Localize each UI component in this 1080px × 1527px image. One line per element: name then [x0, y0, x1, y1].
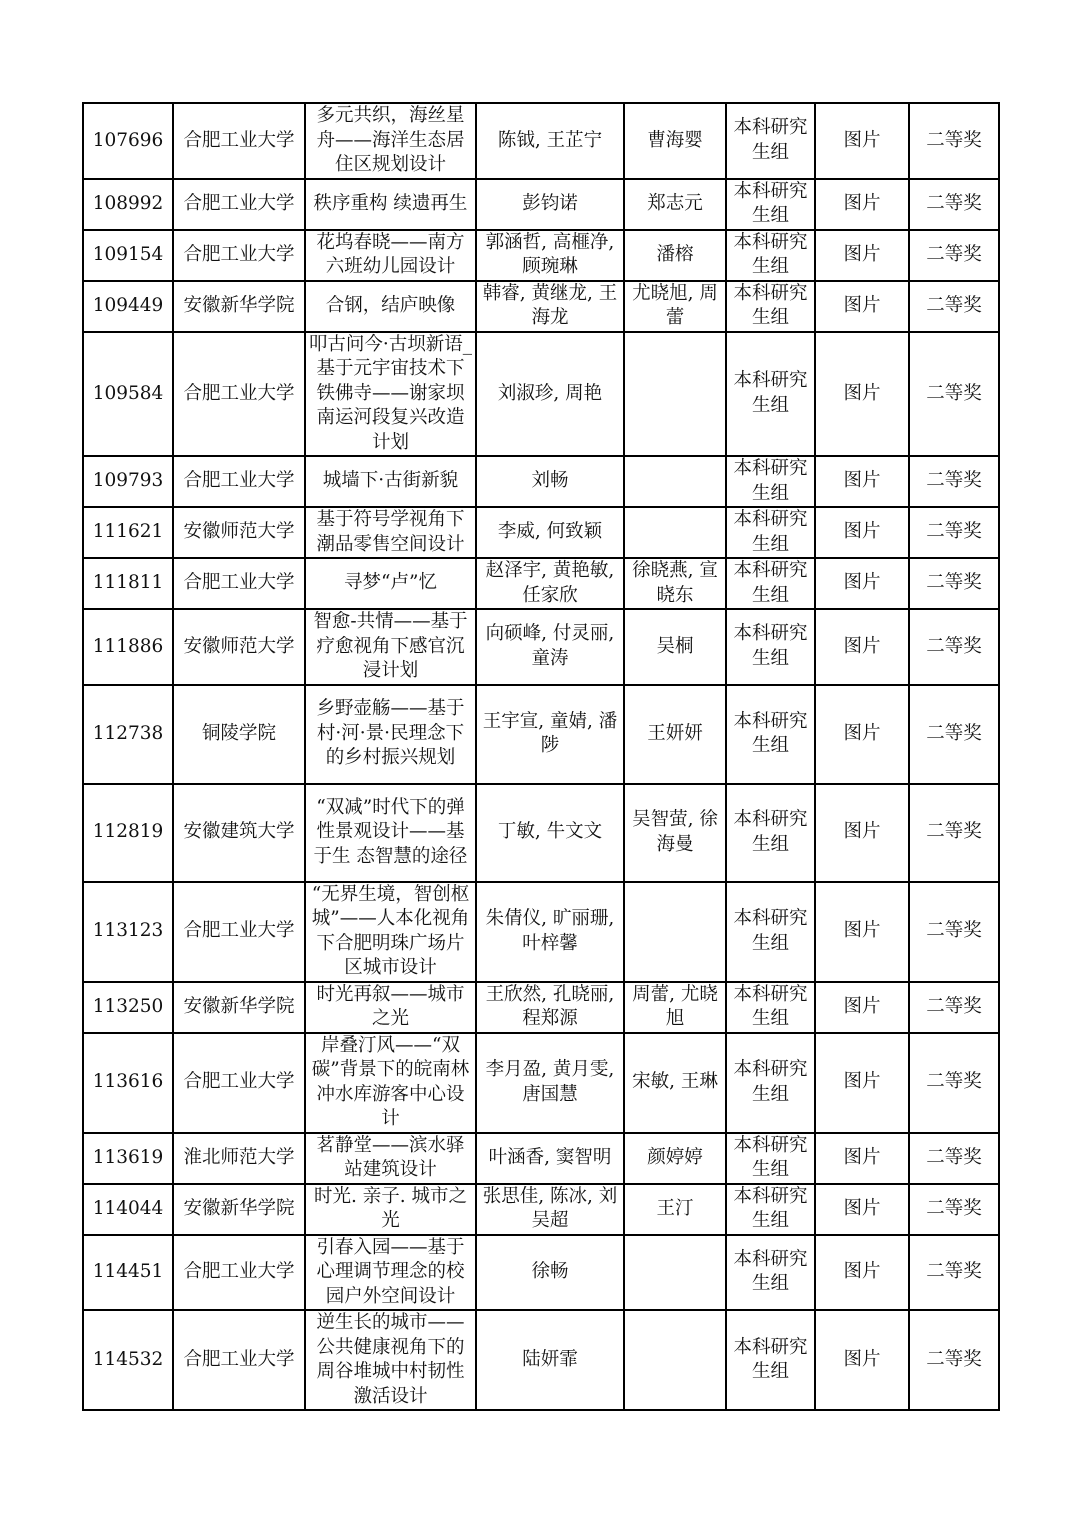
record-id: 111886 — [83, 609, 173, 685]
school-name: 安徽新华学院 — [173, 982, 305, 1033]
competition-group: 本科研究生组 — [726, 507, 815, 558]
award-level: 二等奖 — [909, 230, 999, 281]
table-row — [83, 507, 999, 558]
school-name: 合肥工业大学 — [173, 558, 305, 609]
competition-group: 本科研究生组 — [726, 685, 815, 784]
record-id: 113616 — [83, 1033, 173, 1133]
award-level: 二等奖 — [909, 558, 999, 609]
work-title: 花坞春晓——南方六班幼儿园设计 — [305, 230, 476, 281]
author-names: 赵泽宇, 黄艳敏, 任家欣 — [476, 558, 624, 609]
work-title: 寻梦“卢”忆 — [305, 558, 476, 609]
competition-group: 本科研究生组 — [726, 179, 815, 230]
table-row — [83, 685, 999, 784]
table-row — [83, 1133, 999, 1184]
award-level: 二等奖 — [909, 332, 999, 457]
table-row — [83, 558, 999, 609]
award-level: 二等奖 — [909, 685, 999, 784]
advisor-names: 王妍妍 — [624, 685, 726, 784]
record-id: 114451 — [83, 1235, 173, 1311]
table-row — [83, 1235, 999, 1311]
work-title: 引春入园——基于心理调节理念的校园户外空间设计 — [305, 1235, 476, 1311]
competition-group: 本科研究生组 — [726, 281, 815, 332]
advisor-names — [624, 882, 726, 982]
table-row — [83, 179, 999, 230]
record-id: 111621 — [83, 507, 173, 558]
record-id: 114532 — [83, 1310, 173, 1410]
work-title: 合钢，结庐映像 — [305, 281, 476, 332]
advisor-names: 王汀 — [624, 1184, 726, 1235]
work-type: 图片 — [815, 332, 909, 457]
competition-group: 本科研究生组 — [726, 1310, 815, 1410]
record-id: 109584 — [83, 332, 173, 457]
advisor-names: 吴智萤, 徐海曼 — [624, 784, 726, 882]
table-row — [83, 1184, 999, 1235]
author-names: 李威, 何致颖 — [476, 507, 624, 558]
author-names: 朱倩仪, 旷丽珊, 叶梓馨 — [476, 882, 624, 982]
school-name: 安徽新华学院 — [173, 281, 305, 332]
school-name: 安徽新华学院 — [173, 1184, 305, 1235]
work-title: 秩序重构 续遗再生 — [305, 179, 476, 230]
record-id: 112738 — [83, 685, 173, 784]
author-names: 陆妍霏 — [476, 1310, 624, 1410]
advisor-names: 郑志元 — [624, 179, 726, 230]
advisor-names: 周蕾, 尤晓旭 — [624, 982, 726, 1033]
competition-group: 本科研究生组 — [726, 609, 815, 685]
award-level: 二等奖 — [909, 1033, 999, 1133]
school-name: 合肥工业大学 — [173, 230, 305, 281]
record-id: 113250 — [83, 982, 173, 1033]
work-title: 乡野壶觞——基于村·河·景·民理念下的乡村振兴规划 — [305, 685, 476, 784]
record-id: 107696 — [83, 103, 173, 179]
table-row — [83, 609, 999, 685]
competition-group: 本科研究生组 — [726, 103, 815, 179]
competition-group: 本科研究生组 — [726, 1033, 815, 1133]
work-type: 图片 — [815, 456, 909, 507]
competition-group: 本科研究生组 — [726, 1184, 815, 1235]
work-title: 多元共织，海丝星舟——海洋生态居住区规划设计 — [305, 103, 476, 179]
advisor-names — [624, 507, 726, 558]
table-row — [83, 281, 999, 332]
advisor-names: 颜婷婷 — [624, 1133, 726, 1184]
work-type: 图片 — [815, 1235, 909, 1311]
work-title: 基于符号学视角下潮品零售空间设计 — [305, 507, 476, 558]
award-level: 二等奖 — [909, 982, 999, 1033]
work-title: “无界生境，智创枢城”——人本化视角下合肥明珠广场片区城市设计 — [305, 882, 476, 982]
author-names: 丁敏, 牛文文 — [476, 784, 624, 882]
school-name: 铜陵学院 — [173, 685, 305, 784]
work-type: 图片 — [815, 558, 909, 609]
work-title: 逆生长的城市——公共健康视角下的周谷堆城中村韧性激活设计 — [305, 1310, 476, 1410]
work-type: 图片 — [815, 1133, 909, 1184]
work-type: 图片 — [815, 507, 909, 558]
table-row — [83, 230, 999, 281]
advisor-names: 尤晓旭, 周蕾 — [624, 281, 726, 332]
work-title: 时光. 亲子. 城市之光 — [305, 1184, 476, 1235]
work-type: 图片 — [815, 281, 909, 332]
competition-group: 本科研究生组 — [726, 558, 815, 609]
record-id: 112819 — [83, 784, 173, 882]
school-name: 合肥工业大学 — [173, 1033, 305, 1133]
work-type: 图片 — [815, 685, 909, 784]
advisor-names: 潘榕 — [624, 230, 726, 281]
author-names: 陈钺, 王芷宁 — [476, 103, 624, 179]
award-level: 二等奖 — [909, 882, 999, 982]
work-type: 图片 — [815, 882, 909, 982]
school-name: 安徽建筑大学 — [173, 784, 305, 882]
author-names: 郭涵哲, 高榧净, 顾琬琳 — [476, 230, 624, 281]
award-level: 二等奖 — [909, 507, 999, 558]
award-level: 二等奖 — [909, 1133, 999, 1184]
work-title: 城墙下·古街新貌 — [305, 456, 476, 507]
advisor-names: 宋敏, 王琳 — [624, 1033, 726, 1133]
table-body — [83, 103, 999, 1410]
competition-group: 本科研究生组 — [726, 784, 815, 882]
table-row — [83, 456, 999, 507]
author-names: 李月盈, 黄月雯, 唐国慧 — [476, 1033, 624, 1133]
work-type: 图片 — [815, 179, 909, 230]
author-names: 向硕峰, 付灵丽, 童涛 — [476, 609, 624, 685]
school-name: 合肥工业大学 — [173, 456, 305, 507]
table-row — [83, 1033, 999, 1133]
competition-group: 本科研究生组 — [726, 982, 815, 1033]
table-row — [83, 882, 999, 982]
award-level: 二等奖 — [909, 609, 999, 685]
award-level: 二等奖 — [909, 1184, 999, 1235]
advisor-names — [624, 1310, 726, 1410]
school-name: 淮北师范大学 — [173, 1133, 305, 1184]
award-level: 二等奖 — [909, 456, 999, 507]
school-name: 安徽师范大学 — [173, 609, 305, 685]
competition-group: 本科研究生组 — [726, 1133, 815, 1184]
work-type: 图片 — [815, 784, 909, 882]
award-level: 二等奖 — [909, 281, 999, 332]
work-title: 智愈-共情——基于疗愈视角下感官沉浸计划 — [305, 609, 476, 685]
award-level: 二等奖 — [909, 179, 999, 230]
record-id: 109793 — [83, 456, 173, 507]
author-names: 王宇宣, 童婧, 潘陟 — [476, 685, 624, 784]
work-title: “双减”时代下的弹性景观设计——基于生 态智慧的途径 — [305, 784, 476, 882]
work-title: 时光再叙——城市之光 — [305, 982, 476, 1033]
work-type: 图片 — [815, 609, 909, 685]
school-name: 合肥工业大学 — [173, 179, 305, 230]
competition-group: 本科研究生组 — [726, 882, 815, 982]
work-type: 图片 — [815, 1184, 909, 1235]
record-id: 114044 — [83, 1184, 173, 1235]
school-name: 合肥工业大学 — [173, 103, 305, 179]
competition-group: 本科研究生组 — [726, 456, 815, 507]
school-name: 合肥工业大学 — [173, 882, 305, 982]
competition-group: 本科研究生组 — [726, 230, 815, 281]
author-names: 徐畅 — [476, 1235, 624, 1311]
advisor-names: 徐晓燕, 宣晓东 — [624, 558, 726, 609]
record-id: 113123 — [83, 882, 173, 982]
advisor-names — [624, 1235, 726, 1311]
record-id: 113619 — [83, 1133, 173, 1184]
table-row — [83, 1310, 999, 1410]
school-name: 合肥工业大学 — [173, 332, 305, 457]
competition-group: 本科研究生组 — [726, 1235, 815, 1311]
table-row — [83, 103, 999, 179]
school-name: 合肥工业大学 — [173, 1310, 305, 1410]
author-names: 刘淑珍, 周艳 — [476, 332, 624, 457]
record-id: 108992 — [83, 179, 173, 230]
award-level: 二等奖 — [909, 784, 999, 882]
work-type: 图片 — [815, 1310, 909, 1410]
author-names: 刘畅 — [476, 456, 624, 507]
table-row — [83, 982, 999, 1033]
award-table — [82, 102, 1000, 1411]
work-type: 图片 — [815, 103, 909, 179]
advisor-names: 吴桐 — [624, 609, 726, 685]
work-title: 茗静堂——滨水驿站建筑设计 — [305, 1133, 476, 1184]
competition-group: 本科研究生组 — [726, 332, 815, 457]
award-level: 二等奖 — [909, 103, 999, 179]
work-type: 图片 — [815, 1033, 909, 1133]
award-level: 二等奖 — [909, 1310, 999, 1410]
author-names: 王欣然, 孔晓丽, 程郑源 — [476, 982, 624, 1033]
advisor-names: 曹海婴 — [624, 103, 726, 179]
school-name: 安徽师范大学 — [173, 507, 305, 558]
advisor-names — [624, 332, 726, 457]
author-names: 叶涵香, 窦智明 — [476, 1133, 624, 1184]
award-level: 二等奖 — [909, 1235, 999, 1311]
record-id: 109449 — [83, 281, 173, 332]
author-names: 张思佳, 陈冰, 刘吴超 — [476, 1184, 624, 1235]
work-title: 岸叠汀风——“双碳”背景下的皖南林冲水库游客中心设计 — [305, 1033, 476, 1133]
work-title: 叩古问今·古坝新语_基于元宇宙技术下铁佛寺——谢家坝南运河段复兴改造计划 — [305, 332, 476, 457]
school-name: 合肥工业大学 — [173, 1235, 305, 1311]
table-row — [83, 332, 999, 457]
work-type: 图片 — [815, 982, 909, 1033]
record-id: 109154 — [83, 230, 173, 281]
record-id: 111811 — [83, 558, 173, 609]
table-row — [83, 784, 999, 882]
advisor-names — [624, 456, 726, 507]
author-names: 彭钧诺 — [476, 179, 624, 230]
work-type: 图片 — [815, 230, 909, 281]
author-names: 韩睿, 黄继龙, 王海龙 — [476, 281, 624, 332]
